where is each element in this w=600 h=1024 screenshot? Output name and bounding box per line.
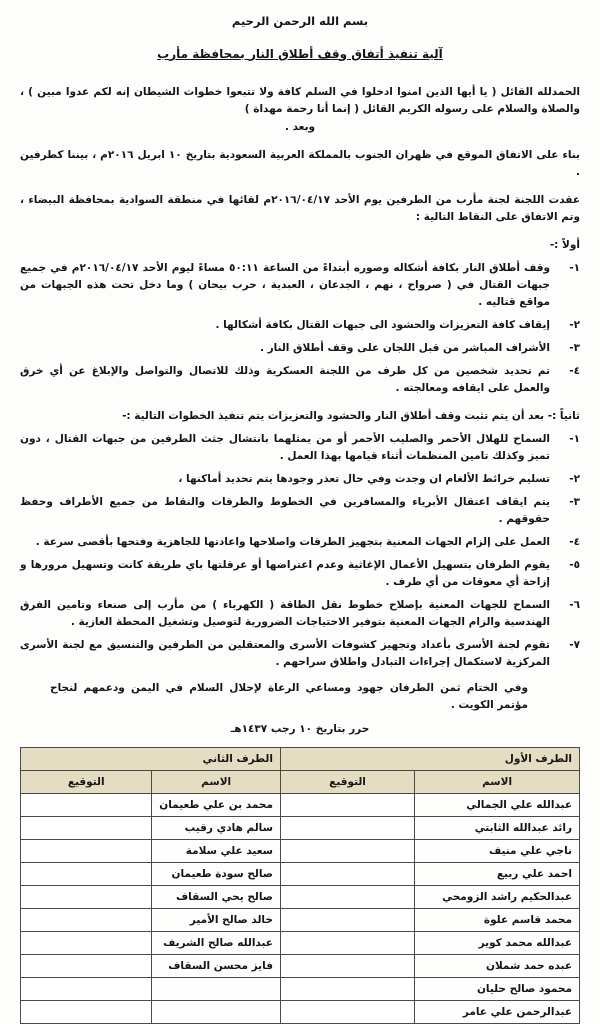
- party1-signature: [280, 840, 414, 863]
- party1-signature: [280, 932, 414, 955]
- party2-name: [152, 978, 281, 1001]
- committee-meeting: عقدت اللجنة لجنة مأرب من الطرفين يوم الأحد ٢٠١٦/٠٤/١٧م لقائها في منطقة السوادية بمحافظة البيضاء ، وتم الاتفاق على النقاط التالية :: [20, 194, 580, 224]
- waba3d-line: وبعد .: [284, 121, 316, 134]
- item-number: ٤-: [569, 365, 580, 378]
- item-number: ١-: [569, 433, 580, 446]
- list-item: [20, 317, 580, 334]
- signature-row: [21, 863, 580, 886]
- item-number: ٦-: [569, 599, 580, 612]
- basmala: بسم الله الرحمن الرحيم: [231, 14, 369, 28]
- party2-signature: [21, 909, 152, 932]
- party1-name: عبدالحكيم راشد الزومحي: [415, 886, 580, 909]
- item-text: السماح للهلال الأحمر والصليب الأحمر أو من يمثلهما بانتشال جثث الطرفين من جبهات القتال ، دون تميز وكذلك تامين المنظمات أثناء قيامها بهذا العمل .: [20, 433, 550, 463]
- list-item: [20, 597, 580, 631]
- item-number: ١-: [569, 262, 580, 275]
- item-text: العمل على إلزام الجهات المعنية بتجهيز الطرقات واصلاحها واعادتها للجاهزية وفتحها بأقصى سرعة .: [35, 536, 550, 549]
- list-item: [20, 637, 580, 671]
- item-text: السماح للجهات المعنية بإصلاح خطوط نقل الطاقة ( الكهرباء ) من مأرب إلى صنعاء وتامين الفرق الهندسية والزام الجهات المعنية بتوفير الاحتياجات الضرورية لتوصيل وتشغيل المحطة الغازية .: [20, 599, 550, 629]
- col-name-party2: الاسم: [152, 771, 281, 794]
- signature-row: [21, 817, 580, 840]
- agreement-reference: بناء على الاتفاق الموقع في ظهران الجنوب بالمملكة العربية السعودية بتاريخ ١٠ ابريل ٢٠١٦م ، بيننا كطرفين .: [20, 149, 580, 179]
- party1-name: محمد قاسم علوة: [415, 909, 580, 932]
- closing-gratitude: وفي الختام ثمن الطرفان جهود ومساعي الرعاة لإحلال السلام في اليمن ودعمهم لنجاح مؤتمر الكويت .: [50, 682, 528, 712]
- signature-rows: [21, 794, 580, 1024]
- list-item: [20, 471, 580, 488]
- item-text: يقوم الطرفان بتسهيل الأعمال الإغاثية وعدم اعتراضها أو عرقلتها باي طريقة كانت وتسهيل مرورها و إزاحة أي معوقات من أي طرف .: [20, 559, 550, 589]
- party2-name: فايز محسن السقاف: [152, 955, 281, 978]
- party1-name: احمد علي ربيع: [415, 863, 580, 886]
- party1-signature: [280, 909, 414, 932]
- item-number: ٤-: [569, 536, 580, 549]
- party2-signature: [21, 886, 152, 909]
- party2-signature: [21, 794, 152, 817]
- signature-row: [21, 1001, 580, 1024]
- item-number: ٢-: [569, 319, 580, 332]
- second-section-items: [20, 431, 580, 671]
- item-number: ٣-: [569, 342, 580, 355]
- party2-signature: [21, 932, 152, 955]
- party2-name: [152, 1001, 281, 1024]
- party2-name: محمد بن علي طعيمان: [152, 794, 281, 817]
- party1-signature: [280, 817, 414, 840]
- col-signature-party1: التوقيع: [280, 771, 414, 794]
- item-number: ٢-: [569, 473, 580, 486]
- party1-name: محمود صالح حليان: [415, 978, 580, 1001]
- party1-signature: [280, 955, 414, 978]
- party1-signature: [280, 863, 414, 886]
- item-number: ٣-: [569, 496, 580, 509]
- item-number: ٧-: [569, 639, 580, 652]
- party2-signature: [21, 817, 152, 840]
- col-name-party1: الاسم: [415, 771, 580, 794]
- signature-row: [21, 932, 580, 955]
- party2-name: سالم هادي رقيب: [152, 817, 281, 840]
- party2-name: سعيد علي سلامة: [152, 840, 281, 863]
- party2-signature: [21, 863, 152, 886]
- list-item: [20, 431, 580, 465]
- signature-row: [21, 978, 580, 1001]
- item-number: ٥-: [569, 559, 580, 572]
- party1-signature: [280, 794, 414, 817]
- item-text: يتم ايقاف اعتقال الأبرياء والمسافرين في الخطوط والطرقات والنقاط من جميع الأطراف وحفظ حقوقهم .: [20, 496, 550, 526]
- party1-name: رائد عبدالله الثابتي: [415, 817, 580, 840]
- party1-signature: [280, 886, 414, 909]
- page-title: آلية تنفيذ أتفاق وقف أطلاق النار بمحافظة مأرب: [157, 46, 443, 61]
- second-section-heading: ثانياً :- بعد أن يتم تثبت وقف أطلاق النار والحشود والتعزيزات يتم تنفيذ الخطوات التالية :-: [122, 410, 580, 423]
- item-text: الأشراف المباشر من قبل اللجان على وقف أطلاق النار .: [259, 342, 550, 355]
- party1-name: عبده حمد شملان: [415, 955, 580, 978]
- party1-name: ناجي علي منيف: [415, 840, 580, 863]
- first-section-items: [20, 260, 580, 397]
- column-header-row: [21, 771, 580, 794]
- party1-header: الطرف الأول: [280, 748, 579, 771]
- party2-signature: [21, 955, 152, 978]
- party1-signature: [280, 978, 414, 1001]
- col-signature-party2: التوقيع: [21, 771, 152, 794]
- party2-signature: [21, 840, 152, 863]
- party1-name: عبدالرحمن علي عامر: [415, 1001, 580, 1024]
- signature-row: [21, 840, 580, 863]
- list-item: [20, 260, 580, 311]
- party1-name: عبدالله محمد كوير: [415, 932, 580, 955]
- signature-row: [21, 909, 580, 932]
- party2-header: الطرف الثاني: [21, 748, 281, 771]
- item-text: وقف أطلاق النار بكافة أشكاله وصوره أبتداءً من الساعة ٥٠:١١ مساءً ليوم الأحد ٢٠١٦/٠٤/١٧م في جميع جبهات القتال في ( صرواح ، نهم ، الجدعان ، العبدية ، حرب بيحان ) وما دخل تحت هذه الجبهات من مواقع قتاليه .: [20, 262, 550, 309]
- list-item: [20, 363, 580, 397]
- party-header-row: [21, 748, 580, 771]
- party1-signature: [280, 1001, 414, 1024]
- list-item: [20, 534, 580, 551]
- signature-row: [21, 886, 580, 909]
- list-item: [20, 557, 580, 591]
- dateline: حرر بتاريخ ١٠ رجب ١٤٣٧هـ: [230, 723, 370, 736]
- party2-name: صالح يحي السقاف: [152, 886, 281, 909]
- party1-name: عبدالله علي الجمالي: [415, 794, 580, 817]
- item-text: تسليم خرائط الألغام ان وجدت وفي حال تعذر وجودها يتم تحديد أماكنها ،: [178, 473, 550, 486]
- signature-row: [21, 955, 580, 978]
- party2-name: صالح سودة طعيمان: [152, 863, 281, 886]
- party2-name: عبدالله صالح الشريف: [152, 932, 281, 955]
- signatures-table: [20, 747, 580, 1024]
- first-section-heading: أولاً :-: [549, 239, 580, 252]
- item-text: تم تحديد شخصين من كل طرف من اللجنة العسكرية وذلك للاتصال والتواصل والإبلاغ عن أي خرق والعمل على ايقافه ومعالجته .: [20, 365, 550, 395]
- item-text: إيقاف كافة التعزيزات والحشود الى جبهات القتال بكافة أشكالها .: [215, 319, 550, 332]
- preamble-quote: الحمدلله القائل ( يا أيها الذين امنوا ادخلوا في السلم كافة ولا تتبعوا خطوات الشيطان إنه لكم عدوا مبين ) ، والصلاة والسلام على رسوله الكريم القائل ( إنما أنا رحمة مهداة ): [20, 86, 580, 116]
- signature-row: [21, 794, 580, 817]
- party2-signature: [21, 1001, 152, 1024]
- list-item: [20, 340, 580, 357]
- party2-signature: [21, 978, 152, 1001]
- list-item: [20, 494, 580, 528]
- item-text: تقوم لجنة الأسرى بأعداد وتجهيز كشوفات الأسرى والمعتقلين من الطرفين والتنسيق مع لجنة الأسرى المركزية لاستكمال إجراءات التبادل واطلاق سراحهم .: [20, 639, 550, 669]
- party2-name: خالد صالح الأمير: [152, 909, 281, 932]
